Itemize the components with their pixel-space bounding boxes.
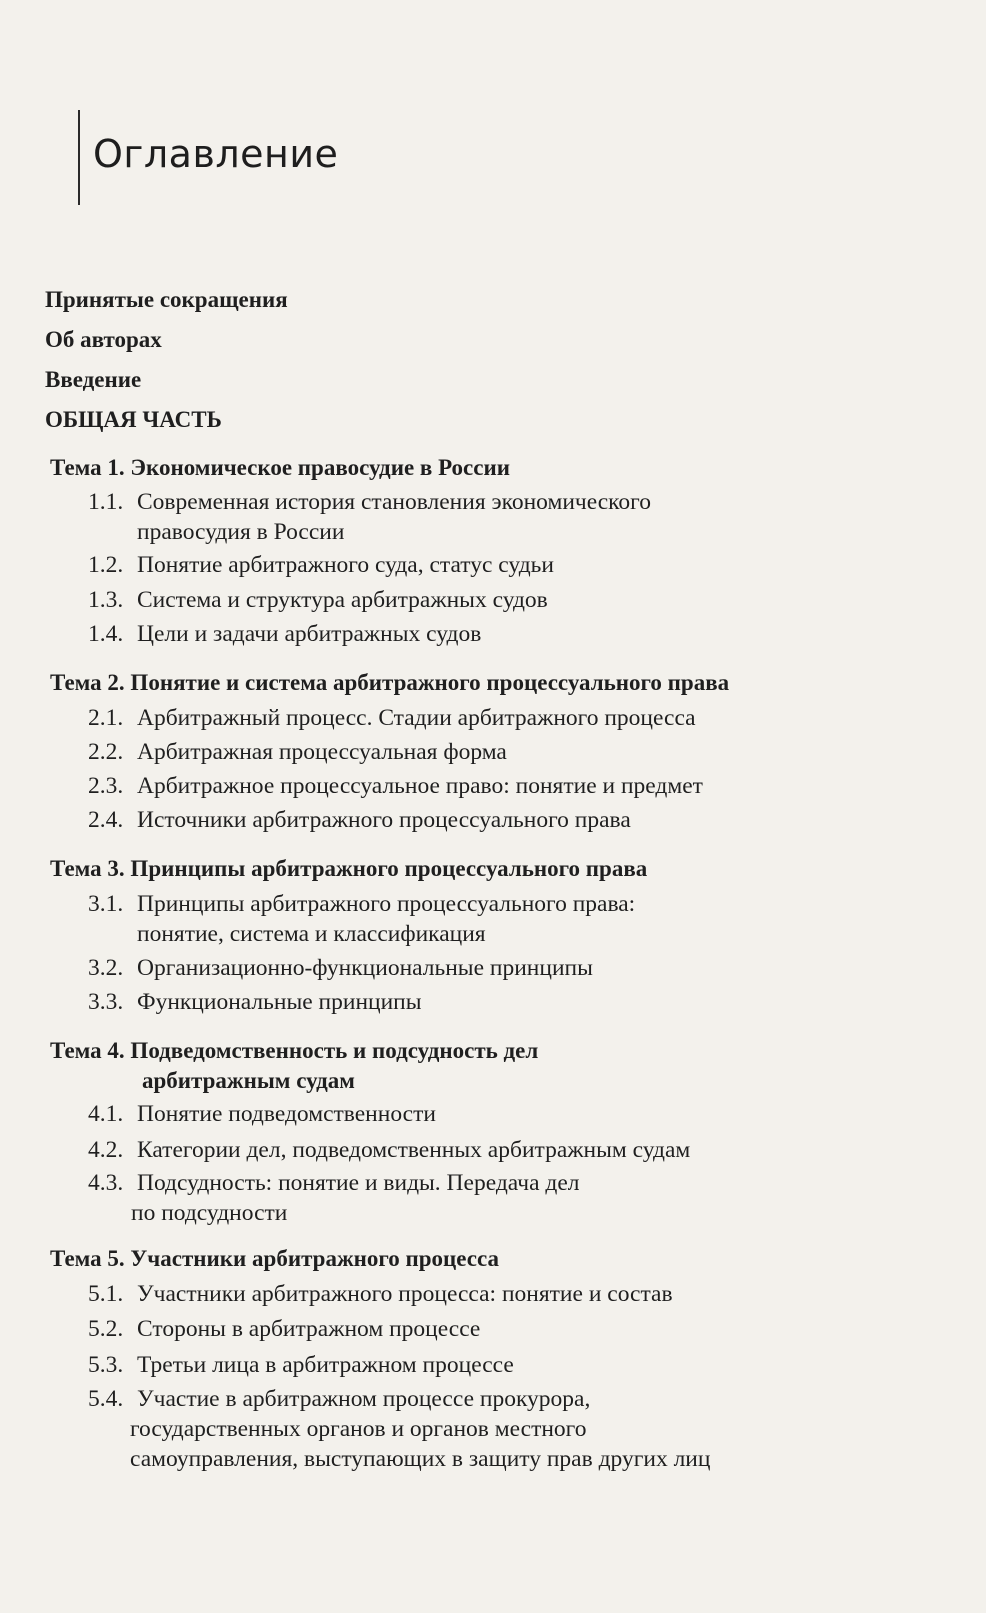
subsection-number: 5.1. xyxy=(88,1281,124,1307)
subsection-number: 5.3. xyxy=(88,1352,124,1378)
subsection-title: понятие, система и классификация xyxy=(137,921,486,947)
section-title: арбитражным судам xyxy=(142,1068,355,1093)
subsection-title: Третьи лица в арбитражном процессе xyxy=(137,1352,514,1378)
subsection-title: Подсудность: понятие и виды. Передача дел xyxy=(137,1170,580,1196)
subsection-number: 1.3. xyxy=(88,587,124,613)
subsection-title: Понятие подведомственности xyxy=(137,1101,436,1127)
subsection-title: Категории дел, подведомственных арбитражным судам xyxy=(137,1137,691,1163)
subsection-title: Система и структура арбитражных судов xyxy=(137,587,548,613)
subsection-number: 5.4. xyxy=(88,1386,124,1412)
subsection-number: 2.4. xyxy=(88,807,124,833)
section-title: Введение xyxy=(45,367,142,392)
subsection-title: Участники арбитражного процесса: понятие и состав xyxy=(137,1281,673,1307)
subsection-title: Современная история становления экономического xyxy=(137,489,651,515)
subsection-number: 4.2. xyxy=(88,1137,124,1163)
subsection-number: 2.1. xyxy=(88,705,124,731)
subsection-title: Организационно-функциональные принципы xyxy=(137,955,593,981)
section-title: Тема 3. Принципы арбитражного процессуального права xyxy=(50,856,648,881)
subsection-number: 2.2. xyxy=(88,739,124,765)
subsection-number: 4.3. xyxy=(88,1170,124,1196)
section-title: ОБЩАЯ ЧАСТЬ xyxy=(45,407,222,432)
section-title: Тема 2. Понятие и система арбитражного процессуального права xyxy=(50,670,730,695)
subsection-title: правосудия в России xyxy=(137,519,345,545)
subsection-number: 3.1. xyxy=(88,891,124,917)
subsection-number: 1.1. xyxy=(88,489,124,515)
subsection-number: 4.1. xyxy=(88,1101,124,1127)
subsection-title: самоуправления, выступающих в защиту прав других лиц xyxy=(130,1446,711,1472)
subsection-number: 5.2. xyxy=(88,1316,124,1342)
heading-rule xyxy=(78,110,80,205)
section-title: Тема 1. Экономическое правосудие в России xyxy=(50,455,510,480)
subsection-title: Участие в арбитражном процессе прокурора, xyxy=(137,1386,591,1412)
subsection-title: Арбитражная процессуальная форма xyxy=(137,739,507,765)
subsection-title: Арбитражный процесс. Стадии арбитражного процесса xyxy=(137,705,696,731)
subsection-title: Стороны в арбитражном процессе xyxy=(137,1316,481,1342)
subsection-title: Арбитражное процессуальное право: понятие и предмет xyxy=(137,773,703,799)
subsection-number: 1.2. xyxy=(88,552,124,578)
subsection-number: 3.3. xyxy=(88,989,124,1015)
subsection-title: государственных органов и органов местного xyxy=(130,1416,587,1442)
section-title: Принятые сокращения xyxy=(45,287,288,312)
subsection-title: по подсудности xyxy=(131,1200,288,1226)
subsection-title: Функциональные принципы xyxy=(137,989,422,1015)
subsection-number: 2.3. xyxy=(88,773,124,799)
page-title: Оглавление xyxy=(93,132,339,176)
section-title: Тема 5. Участники арбитражного процесса xyxy=(50,1246,499,1271)
section-title: Тема 4. Подведомственность и подсудность дел xyxy=(50,1038,539,1063)
section-title: Об авторах xyxy=(45,327,162,352)
subsection-title: Принципы арбитражного процессуального права: xyxy=(137,891,636,917)
subsection-title: Понятие арбитражного суда, статус судьи xyxy=(137,552,554,578)
subsection-title: Цели и задачи арбитражных судов xyxy=(137,621,482,647)
subsection-number: 3.2. xyxy=(88,955,124,981)
subsection-title: Источники арбитражного процессуального права xyxy=(137,807,631,833)
subsection-number: 1.4. xyxy=(88,621,124,647)
